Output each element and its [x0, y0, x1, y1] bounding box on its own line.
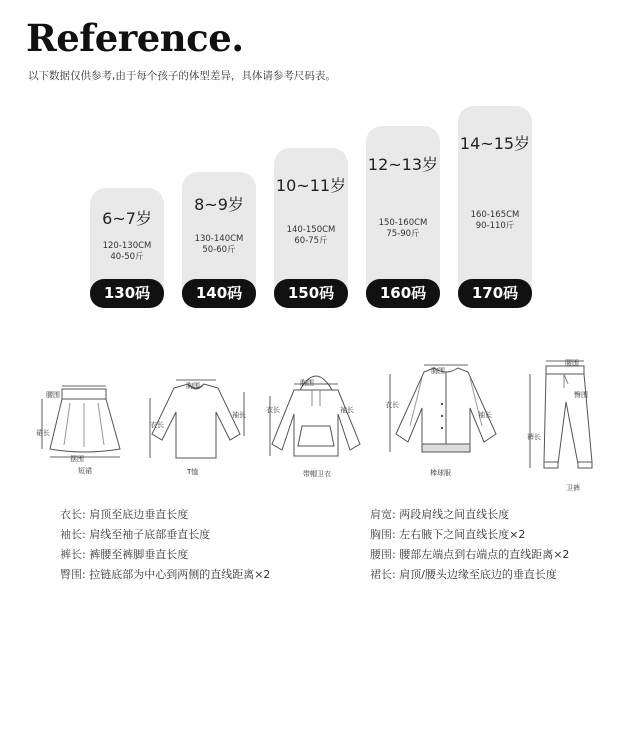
size-card-170	[458, 106, 532, 308]
legend-item: 臀围: 拉链底部为中心到两侧的直线距离×2	[60, 568, 271, 581]
legend-item: 胸围: 左右腋下之间直线长度×2	[370, 528, 526, 541]
hoodie-caption: 带帽卫衣	[303, 470, 331, 478]
size-card-weight: 60-75斤	[294, 236, 328, 246]
legend-item: 衣长: 肩顶至底边垂直长度	[60, 508, 189, 521]
size-card-label: 160码	[366, 279, 440, 308]
size-card-weight: 75-90斤	[386, 229, 420, 239]
jacket-label-length: 衣长	[385, 401, 399, 409]
skirt-label-length: 裙长	[36, 429, 50, 437]
size-card-height: 130-140CM	[194, 234, 244, 244]
hoodie-label-sleeve: 袖长	[340, 406, 354, 414]
tshirt-label-sleeve: 袖长	[232, 411, 246, 419]
legend-item: 裙长: 肩顶/腰头边缘至底边的垂直长度	[370, 568, 557, 581]
size-card-130	[90, 188, 164, 308]
size-card-weight: 90-110斤	[475, 221, 515, 231]
page-subtitle: 以下数据仅供参考,由于每个孩子的体型差异，具体请参考尺码表。	[28, 70, 336, 82]
tshirt-caption: T恤	[187, 468, 199, 476]
pants-diagram	[522, 358, 602, 476]
pants-label-hip: 臀围	[574, 391, 588, 399]
hoodie-label-length: 衣长	[266, 406, 280, 414]
jacket-label-sleeve: 袖长	[478, 411, 492, 419]
size-card-160	[366, 126, 440, 308]
legend-item: 腰围: 腰部左端点到右端点的直线距离×2	[370, 548, 570, 561]
size-card-label: 170码	[458, 279, 532, 308]
legend-left	[60, 505, 270, 585]
pants-label-waist: 腰围	[565, 359, 579, 367]
size-card-height: 150-160CM	[378, 218, 428, 228]
pants-caption: 卫裤	[566, 484, 580, 492]
size-card-weight: 40-50斤	[110, 252, 144, 262]
size-card-age: 8~9岁	[194, 195, 244, 214]
size-card-height: 140-150CM	[286, 225, 336, 235]
size-card-150	[274, 148, 348, 308]
hoodie-label-chest: 胸围	[300, 379, 314, 387]
size-card-label: 150码	[274, 279, 348, 308]
legend-item: 肩宽: 两段肩线之间直线长度	[370, 508, 510, 521]
jacket-label-chest: 胸围	[431, 367, 445, 375]
hoodie-diagram	[264, 366, 368, 466]
skirt-label-hem: 摆围	[70, 455, 84, 463]
legend-item: 裤长: 裤腰至裤脚垂直长度	[60, 548, 189, 561]
legend-item: 袖长: 肩线至袖子底部垂直长度	[60, 528, 211, 541]
size-card-140	[182, 172, 256, 308]
jacket-caption: 棒球服	[430, 469, 451, 477]
size-card-height: 160-165CM	[470, 210, 520, 220]
size-card-age: 12~13岁	[367, 155, 439, 174]
size-card-age: 10~11岁	[275, 176, 347, 195]
legend-right	[370, 505, 569, 585]
tshirt-label-length: 衣长	[150, 421, 164, 429]
size-card-age: 14~15岁	[459, 134, 531, 153]
pants-label-length: 裤长	[527, 433, 541, 441]
tshirt-label-chest: 胸围	[186, 382, 200, 390]
skirt-label-waist: 腰围	[46, 391, 60, 399]
size-card-height: 120-130CM	[102, 241, 152, 251]
size-card-age: 6~7岁	[102, 209, 152, 228]
size-card-weight: 50-60斤	[202, 245, 236, 255]
skirt-caption: 短裙	[78, 467, 92, 475]
size-card-label: 140码	[182, 279, 256, 308]
size-card-label: 130码	[90, 279, 164, 308]
page-title: Reference.	[26, 16, 244, 60]
